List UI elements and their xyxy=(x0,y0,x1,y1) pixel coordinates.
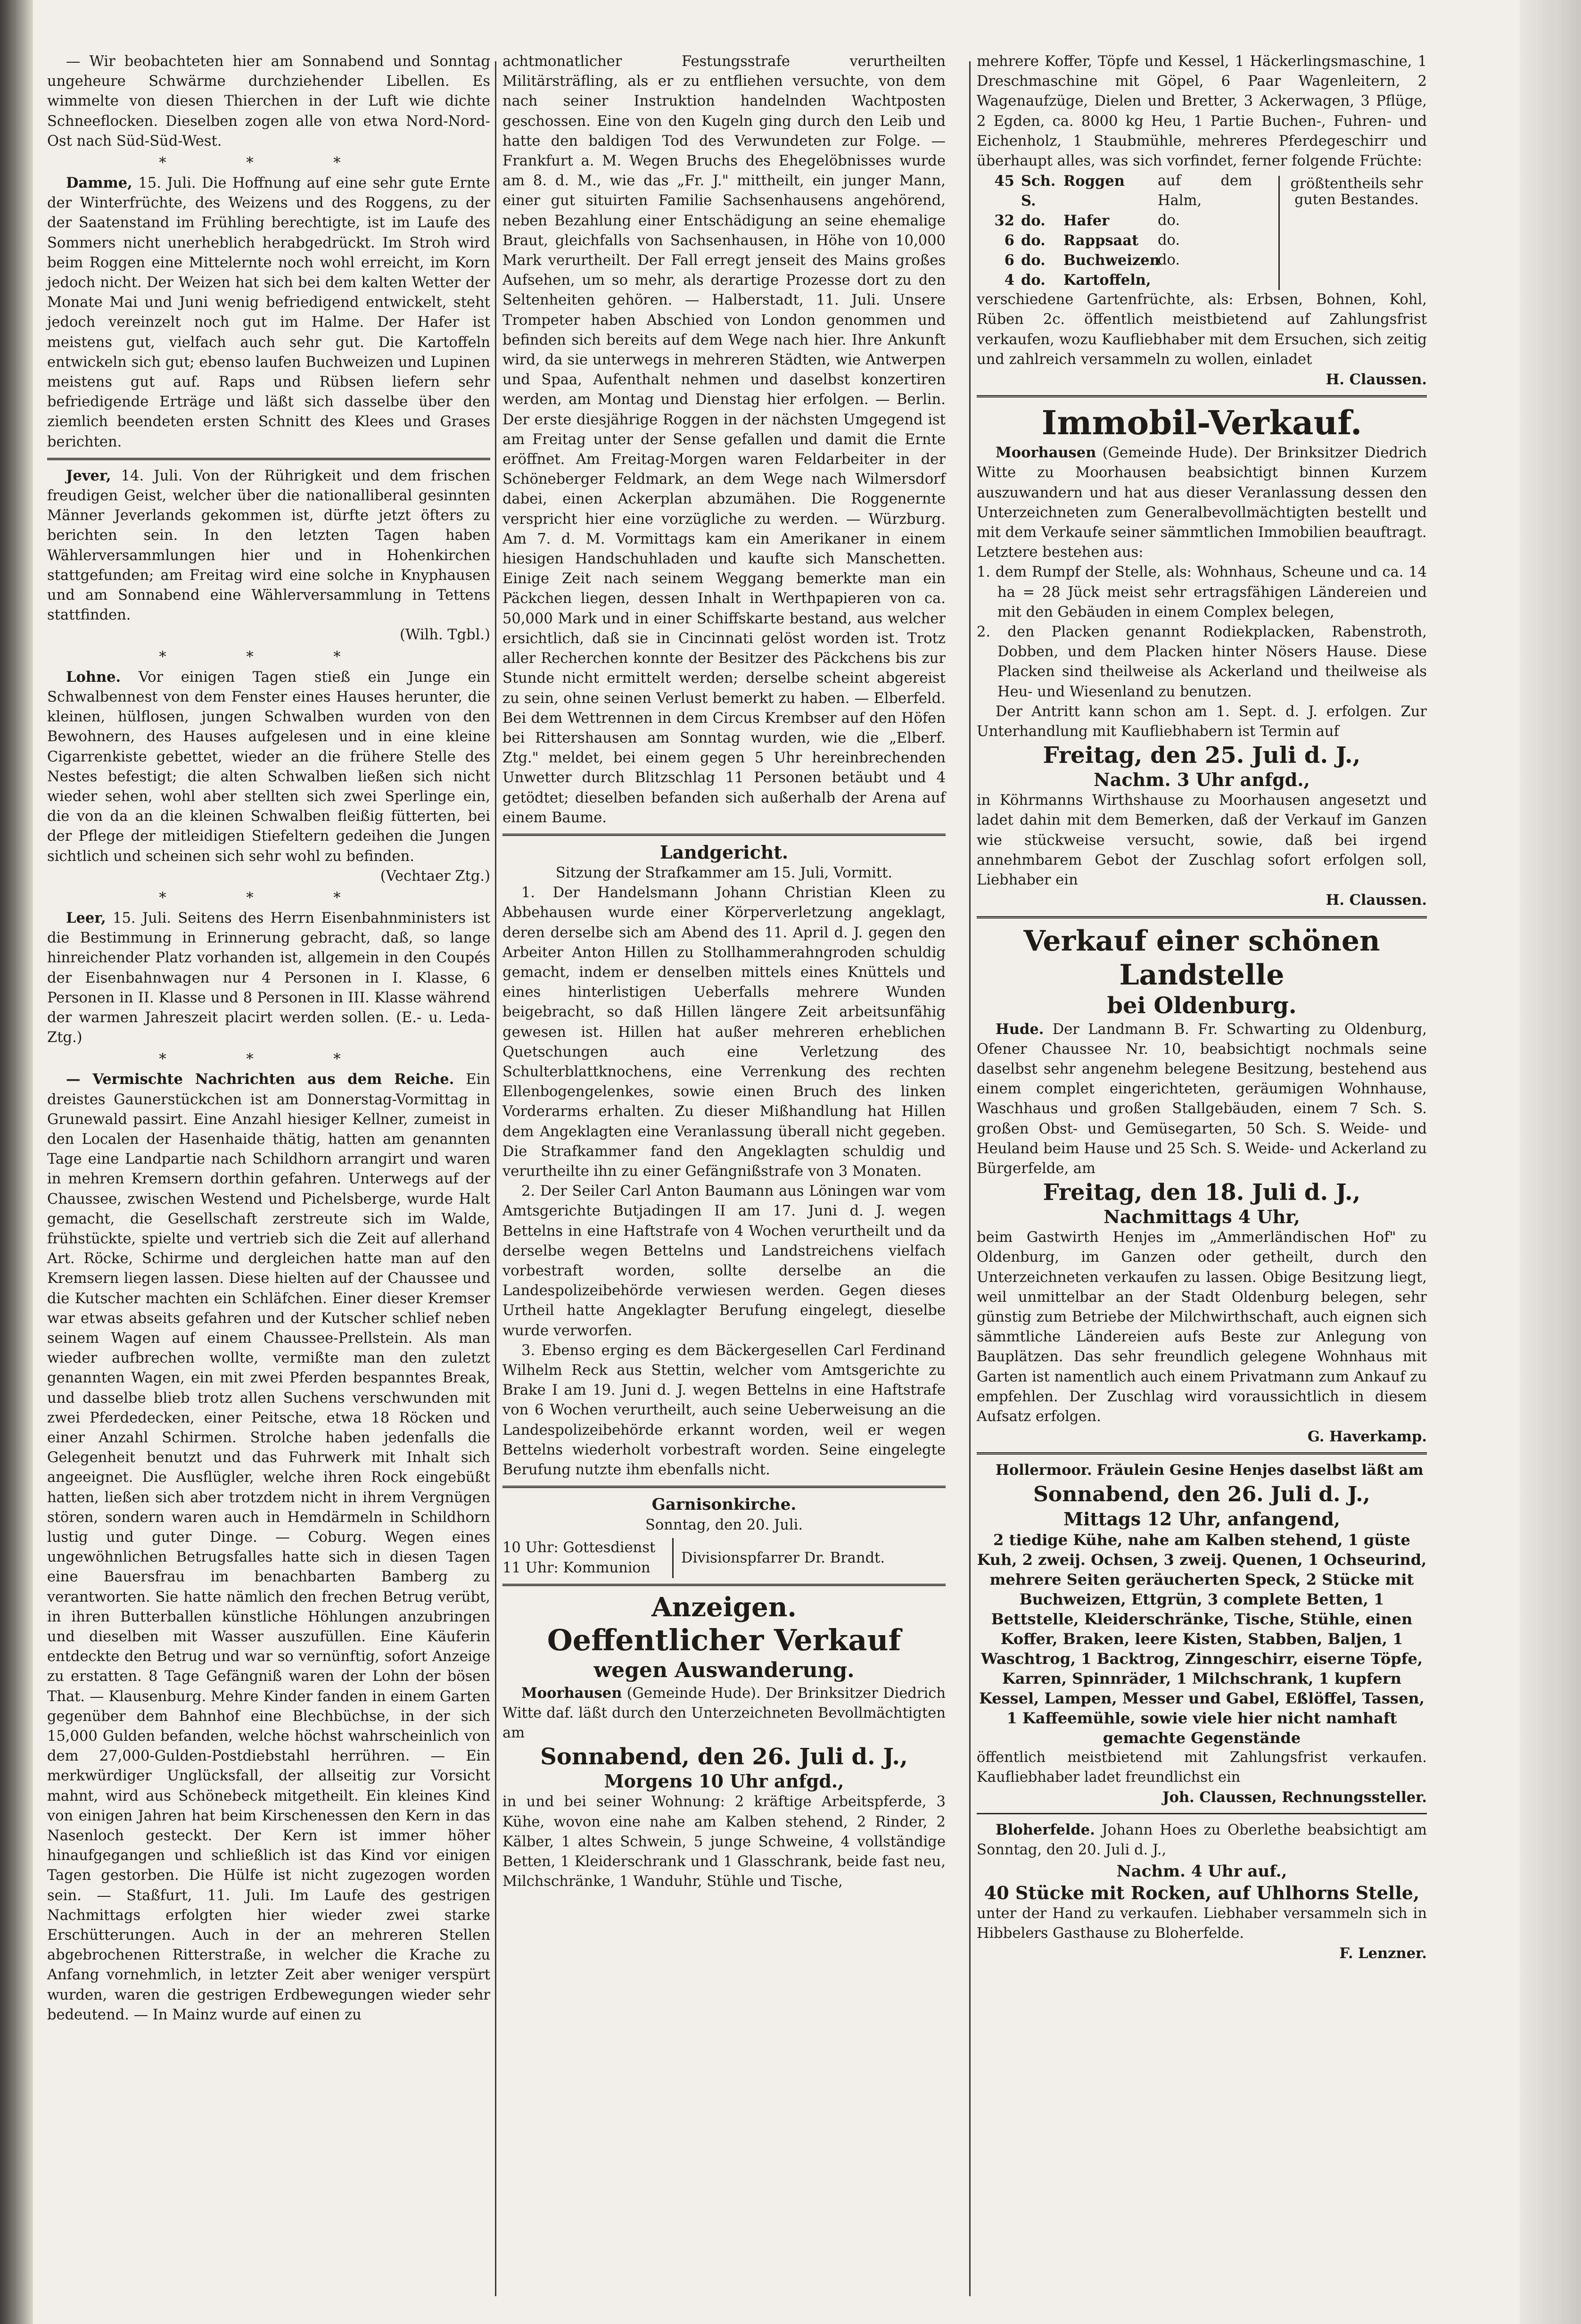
hollermoor-items: 2 tiedige Kühe, nahe am Kalben stehend, 1 güste Kuh, 2 zweij. Ochsen, 3 zweij. Quenen, 1 Ochseurind, mehrere Seiten geräucherten Speck, 2 Stücke mit Buchweizen, Ettgrün, 3 complete Betten, 1 Bettstelle, Kleiderschränke, Tische, Stühle, einen Koffer, Braken, leere Kisten, Stabben, Baljen, 1 Waschtrog, 1 Backtrog, Zinngeschirr, eiserne Töpfe, Karren, Spinnräder, 1 Milchschrank, 1 kupfern Kessel, Lampen, Messer und Gabel, Eßlöffel, Tassen, 1 Kaffeemühle, sowie viele hier nicht namhaft gemachte Gegenstände xyxy=(977,1530,1427,1747)
landgericht-case-2: 2. Der Seiler Carl Anton Baumann aus Löningen war vom Amtsgerichte Butjadingen II am 17. Juni d. J. wegen Bettelns in eine Haftstrafe von 4 Wochen verurtheilt und da derselbe wegen Bettelns und Landstreichens vielfach vorbestraft worden, sollte derselbe an die Landespolizeibehörde verwiesen werden. Gegen dieses Urtheil hatte Angeklagter Berufung eingelegt, dieselbe wurde verworfen. xyxy=(502,1183,946,1339)
bloherfelde-time: Nachm. 4 Uhr auf., xyxy=(1116,1861,1287,1881)
article-lohne: Lohne. Vor einigen Tagen stieß ein Junge ein Schwalbennest von dem Fenster eines Hauses herunter, die kleinen, hülflosen, jungen Schwalben wurden von den Bewohnern, des Hauses aufgelesen und in eine kleine Cigarrenkiste gebettet, wieder an die frühere Stelle des Nestes befestigt; die alten Schwalben ließen sich nicht wieder sehen, wohl aber stellten sich zwei Sperlinge ein, die von da an die kleinen Schwalben fleißig fütterten, bei der Pflege der mitleidigen Stiefeltern gedeihen die Jungen sichtlich und scheinen sich sehr wohl zu befinden. xyxy=(47,668,490,865)
ad-time: Morgens 10 Uhr anfgd., xyxy=(604,1770,844,1792)
column-2 xyxy=(502,52,946,1892)
signature: G. Haverkamp. xyxy=(1307,1428,1427,1446)
fruit-row: 6 do. Buchweizen do. xyxy=(1004,252,1180,269)
fruit-list xyxy=(977,171,1427,290)
hollermoor-date: Sonnabend, den 26. Juli d. J., xyxy=(1033,1482,1370,1506)
landgericht-case-1: 1. Der Handelsmann Johann Christian Kleen zu Abbehausen wurde einer Körperverletzung angeklagt, deren derselbe sich am Abend des 11. April d. J. gegen den Arbeiter Anton Hillen zu Stollhammerahngroden schuldig gemacht, indem er denselben mittels eines Knüttels und eines hinterlistigen Ueberfalls mehrere Wunden beigebracht, so daß Hillen längere Zeit arbeitsunfähig gewesen ist. Hillen hat außer mehreren erheblichen Quetschungen auch eine Verletzung des Schulterblattknochens, eine Verrenkung des rechten Ellenbogengelenkes, sowie einen Bruch des linken Vorderarms erhalten. Zu dieser Mißhandlung hat Hillen dem Angeklagten eine Veranlassung überall nicht gegeben. Die Strafkammer fand den Angeklagten schuldig und verurtheilte ihn zu einer Gefängnißstrafe von 3 Monaten. xyxy=(502,885,946,1180)
landgericht-subtitle: Sitzung der Strafkammer am 15. Juli, Vormitt. xyxy=(555,864,893,881)
fruit-row: 45 Sch. S. Roggen auf dem Halm, xyxy=(994,173,1252,210)
service-line: 10 Uhr: Gottesdienst xyxy=(502,1539,656,1556)
section-rule xyxy=(977,1813,1427,1814)
article-jever: Jever, 14. Juli. Von der Rührigkeit und dem frischen freudigen Geist, welcher über die nationalliberal gesinnten Männer Jeverlands gekommen ist, dürfte jetzt öfters zu berichten sein. In den letzten Tagen haben Wählerversammlungen hier und in Hohenkirchen stattgefunden; am Freitag wird eine solche in Knyphausen und am Sonnabend eine Wählerversammlung in Tettens stattfinden. xyxy=(47,467,490,624)
article-vermischte: — Vermischte Nachrichten aus dem Reiche. Ein dreistes Gaunerstückchen ist am Donnerstag-Vormittag in Grunewald passirt. Eine Anzahl hiesiger Kellner, zumeist in den Localen der Hasenhaide thätig, hatten am genannten Tage eine Landpartie nach Schildhorn arrangirt und waren in mehren Kremsern dorthin gefahren. Unterwegs auf der Chaussee, zwischen Westend und Pichelsberge, wurde Halt gemacht, die Gesellschaft zerstreute sich im Walde, frühstückte, spielte und vertrieb sich die Zeit auf allerhand Art. Röcke, Schirme und dergleichen hatte man auf den Kremsern liegen lassen. Diese hielten auf der Chaussee und die Kutscher machten ein Schläfchen. Einer dieser Kremser war etwas abseits gefahren und der Kutscher schlief neben seinem Wagen auf einem Chaussee-Prellstein. Als man wieder aufbrechen wollte, vermißte man den zuletzt genannten Wagen, ein mit zwei Pferden bespanntes Break, und dasselbe blieb trotz allen Suchens verschwunden mit zwei Pferdedecken, einer Peitsche, etwa 18 Röcken und einer Anzahl Schirmen. Strolche haben jedenfalls die Gelegenheit benutzt und das Fuhrwerk mit Inhalt sich angeeignet. Die Ausflügler, welche ihren Rock eingebüßt hatten, ließen sich aber trotzdem nicht in ihrem Vergnügen stören, sondern waren auch in Hemdärmeln in Schildhorn lustig und guter Dinge. — Coburg. Wegen eines ungewöhnlichen Betrugsfalles hatte sich in diesen Tagen eine Bauersfrau im benachbarten Bamberg zu verantworten. Sie hatte nämlich den frechen Betrug verübt, in ihren Butterballen künstliche Höhlungen anzubringen und dieselben mit Wasser auszufüllen. Eine Käuferin entdeckte den Betrug und war so vernünftig, sofort Anzeige zu erstatten. 8 Tage Gefängniß waren der Lohn der bösen That. — Klausenburg. Mehre Kinder fanden in einem Garten gegenüber dem Bahnhof eine Blechbüchse, in der sich 15,000 Gulden befanden, welche höchst wahrscheinlich von dem 27,000-Gulden-Postdiebstahl herrühren. — Ein merkwürdiger Unglücksfall, der allseitig zur Vorsicht mahnt, wird aus Schönebeck mitgetheilt. Ein kleines Kind von einigen Jahren hat beim Kirschenessen den Kern in das Nasenloch gesteckt. Der Kern ist immer höher hinaufgegangen und schließlich ist das Kind vor einigen Tagen gestorben. Die Hülfe ist nicht zugezogen worden sein. — Staßfurt, 11. Juli. Im Laufe des gestrigen Nachmittags erfolgten hier wieder zwei starke Erschütterungen. Auch in der an mehreren Stellen abgebrochenen Ritterstraße, in welcher die Krache zu Anfang vornehmlich, in letzter Zeit aber weniger verspürt wurden, waren die gestrigen Erdbewegungen wieder sehr bedeutend. — In Mainz wurde auf einen zu xyxy=(47,1071,490,2023)
hollermoor-intro: Hollermoor. Fräulein Gesine Henjes daselbst läßt am xyxy=(996,1462,1424,1479)
article-libellen: — Wir beobachteten hier am Sonnabend und Sonntag ungeheure Schwärme durchziehender Libellen. Es wimmelte von diesen Thierchen in der Luft wie dichte Schneeflocken. Dieselben zogen alle von etwa Nord-Nord-Ost nach Süd-Süd-West. xyxy=(47,53,490,149)
column-divider xyxy=(969,61,971,2296)
section-rule xyxy=(977,1452,1427,1455)
ad-body: in und bei seiner Wohnung: 2 kräftige Arbeitspferde, 3 Kühe, wovon eine nahe am Kalben stehend, 2 Rinder, 2 Kälber, 1 altes Schwein, 5 junge Schweine, 4 vollständige Betten, 1 Kleiderschrank und 1 Glasschrank, beide fast neu, Milchschränke, 1 Wanduhr, Stühle und Tische, xyxy=(502,1794,946,1890)
source-note: (Wilh. Tgbl.) xyxy=(400,627,490,644)
column-1 xyxy=(47,52,490,2025)
article-damme: Damme, 15. Juli. Die Hoffnung auf eine sehr gute Ernte der Winterfrüchte, des Weizens und des Roggens, zu der der Saatenstand im Frühling berechtigte, ist im Laufe des Sommers nicht unerheblich herabgedrückt. Im Stroh wird beim Roggen eine Mittelernte noch wohl erreicht, im Korn jedoch nicht. Der Weizen hat sich bei dem kalten Wetter der Monate Mai und Juni wenig befriedigend entwickelt, steht jedoch vereinzelt noch gut im Halme. Der Hafer ist meistens gut, vielfach auch sehr gut. Die Kartoffeln entwickeln sich gut; ebenso laufen Buchweizen und Lupinen meistens gut auf. Raps und Rübsen liefern sehr befriedigende Erträge und läßt sich dasselbe über den ziemlich beendeten ersten Schnitt des Klees und Grases berichten. xyxy=(47,174,490,450)
page-binding xyxy=(0,0,33,2324)
fruit-row: 4 do. Kartoffeln, xyxy=(1004,272,1151,289)
column-3 xyxy=(977,52,1427,1963)
section-stars: * * * xyxy=(159,155,379,172)
list-item: 1. dem Rumpf der Stelle, als: Wohnhaus, Scheune und ca. 14 ha = 28 Jück meist sehr ertragsfähigen Ländereien und mit den Gebäuden in einem Complex belegen, xyxy=(977,564,1427,620)
section-rule xyxy=(977,395,1427,397)
bloherfelde-body: unter der Hand zu verkaufen. Liebhaber versammeln sich in Hibbelers Gasthause zu Bloherfelde. xyxy=(977,1905,1427,1942)
garnison-preacher: Divisionspfarrer Dr. Brandt. xyxy=(681,1549,885,1566)
verkauf-body: beim Gastwirth Henjes im „Ammerländischen Hof" zu Oldenburg, im Ganzen oder getheilt, durch den Unterzeichneten verkaufen zu lassen. Obige Besitzung liegt, weil unmittelbar an der Stadt Oldenburg belegen, sehr günstig zum Betriebe der Milchwirthschaft, auch eignen sich sämmtliche Ländereien aufs Beste zur Anlegung von Bauplätzen. Das sehr freundlich gelegene Wohnhaus mit Garten ist namentlich auch einem Privatmann zum Ankauf zu empfehlen. Der Zuschlag wird voraussichtlich in diesem Aufsatz erfolgen. xyxy=(977,1229,1427,1425)
landgericht-title: Landgericht. xyxy=(659,841,789,863)
immobil-title: Immobil-Verkauf. xyxy=(1041,403,1362,443)
verkauf-subtitle: bei Oldenburg. xyxy=(1107,992,1297,1019)
garnison-date: Sonntag, den 20. Juli. xyxy=(645,1517,803,1534)
fruit-row: 6 do. Rappsaat do. xyxy=(1004,232,1180,249)
fruit-row: 32 do. Hafer do. xyxy=(994,212,1180,230)
section-rule xyxy=(47,458,490,460)
article-festungsstrafe: achtmonatlicher Festungsstrafe verurtheilten Militärsträfling, als er zu entfliehen versuchte, von dem nach seiner Instruktion handelnden Wachtposten geschossen. Eine von den Kugeln ging durch den Leib und hatte den baldigen Tod des Verwundeten zur Folge. — Frankfurt a. M. Wegen Bruchs des Ehegelöbnisses wurde am 8. d. M., wie das „Fr. J." mittheilt, ein junger Mann, einer gut situirten Familie Sachsenhausens angehörend, neben Bezahlung einer Entschädigung an seine ehemalige Braut, gleichfalls von Sachsenhausen, in Höhe von 10,000 Mark verurtheilt. Der Fall erregt jenseit des Mains großes Aufsehen, um so mehr, als derartige Prozesse dort zu den Seltenheiten gehören. — Halberstadt, 11. Juli. Unsere Trompeter haben Abschied von London genommen und befinden sich bereits auf dem Wege nach hier. Ihre Ankunft wird, da sie unterwegs in mehreren Städten, wie Antwerpen und Spaa, Aufenthalt nehmen und daselbst konzertiren werden, am Montag und Dienstag hier erfolgen. — Berlin. Der erste diesjährige Roggen in der nächsten Umgegend ist am Freitag unter der Sense gefallen und damit die Ernte eröffnet. Am Freitag-Morgen waren Feldarbeiter in der Schöneberger Feldmark, an dem Wege nach Wilmersdorf dabei, einen Ackerplan abzumähen. Die Roggenernte verspricht hier eine vorzügliche zu werden. — Würzburg. Am 7. d. M. Vormittags kam ein Amerikaner in einem hiesigen Handschuhladen und kaufte sich Manschetten. Einige Zeit nach seinem Weggang bemerkte man ein Päckchen liegen, dessen Inhalt in Werthpapieren von ca. 50,000 Mark und in einer Schiffskarte bestand, aus welcher ersichtlich, daß sie in Cincinnati gelöst worden ist. Trotz aller Recherchen konnte der Besitzer des Päckchens bis zur Stunde nicht ermittelt werden; derselbe scheint abgereist zu sein, ohne seinen Verlust bemerkt zu haben. — Elberfeld. Bei dem Wettrennen in dem Circus Krembser auf den Höfen bei Rittershausen am Sonntag wurden, wie die „Elberf. Ztg." meldet, bei einem gegen 5 Uhr hereinbrechenden Unwetter durch Blitzschlag 11 Personen betäubt und 4 getödtet; dieselben befanden sich außerhalb der Arena auf einem Baume. xyxy=(502,53,946,826)
immobil-intro: Moorhausen (Gemeinde Hude). Der Brinksitzer Diedrich Witte zu Moorhausen beabsichtigt binnen Kurzem auszuwandern und hat aus dieser Veranlassung dessen den Unterzeichneten zum Generalbevollmächtigten bestellt und mit dem Verkaufe seiner sämmtlichen Immobilien beauftragt. xyxy=(977,444,1427,541)
immobil-date: Freitag, den 25. Juli d. J., xyxy=(1043,742,1361,769)
hollermoor-body: öffentlich meistbietend mit Zahlungsfrist verkaufen. Kaufliebhaber ladet freundlichst ein xyxy=(977,1749,1427,1786)
signature: H. Claussen. xyxy=(1326,892,1427,909)
section-rule xyxy=(977,916,1427,918)
section-stars: * * * xyxy=(159,648,379,665)
section-stars: * * * xyxy=(159,1051,379,1068)
page-edge xyxy=(1520,0,1581,2324)
ad-date: Sonnabend, den 26. Juli d. J., xyxy=(540,1744,908,1770)
hollermoor-time: Mittags 12 Uhr, anfangend, xyxy=(1063,1508,1341,1530)
verkauf-intro: Hude. Der Landmann B. Fr. Schwarting zu Oldenburg, Ofener Chaussee Nr. 10, beabsichtigt nochmals seine daselbst sehr angenehm belegene Besitzung, bestehend aus einem complet eingerichteten, geräumigen Wohnhause, Waschhaus und großen Stallgebäuden, einem 7 Sch. S. großen Obst- und Gemüsegarten, 50 Sch. S. Weide- und Heuland beim Hause und 25 Sch. S. Weide- und Ackerland zu Bürgerfelde, am xyxy=(977,1020,1427,1177)
bloherfelde-intro: Bloherfelde. Johann Hoes zu Oberlethe beabsichtigt am Sonntag, den 20. Juli d. J., xyxy=(977,1821,1427,1859)
immobil-list xyxy=(977,562,1427,702)
service-line: 11 Uhr: Kommunion xyxy=(502,1559,651,1576)
section-rule xyxy=(502,1584,946,1586)
list-item: 2. den Placken genannt Rodiekplacken, Rabenstroth, Dobben, und dem Placken hinter Nösers Hause. Diese Placken sind theilweise als Ackerland und theilweise als Heu- und Wiesenland zu benutzen. xyxy=(977,624,1427,700)
verkauf-date: Freitag, den 18. Juli d. J., xyxy=(1043,1179,1361,1206)
bloherfelde-items: 40 Stücke mit Rocken, auf Uhlhorns Stelle, xyxy=(984,1882,1420,1903)
garnison-services xyxy=(502,1538,946,1578)
immobil-body: in Köhrmanns Wirthshause zu Moorhausen angesetzt und ladet dahin mit dem Bemerken, daß der Verkauf im Ganzen wie stückweise versucht, sowie, daß bei irgend annehmbarem Gebot der Zuschlag sofort erfolgen soll, Liebhaber ein xyxy=(977,792,1427,889)
immobil-text: Der Antritt kann schon am 1. Sept. d. J. erfolgen. Zur Unterhandlung mit Kaufliebhabern ist Termin auf xyxy=(977,703,1427,740)
ad-intro: Moorhausen (Gemeinde Hude). Der Brinksitzer Diedrich Witte daf. läßt durch den Unterzeichneten Bevollmächtigten am xyxy=(502,1684,946,1742)
ad-title: Oeffentlicher Verkauf xyxy=(547,1622,901,1657)
column-divider xyxy=(495,61,496,2296)
ad-subtitle: wegen Auswanderung. xyxy=(593,1658,855,1682)
section-stars: * * * xyxy=(159,889,379,906)
anzeigen-title: Anzeigen. xyxy=(651,1591,797,1623)
garnison-title: Garnisonkirche. xyxy=(651,1495,797,1514)
signature: H. Claussen. xyxy=(1326,371,1427,389)
fruit-note: größtentheils sehr guten Bestandes. xyxy=(1278,176,1427,290)
ad-continuation: mehrere Koffer, Töpfe und Kessel, 1 Häckerlingsmaschine, 1 Dreschmaschine mit Göpel, 6 Paar Wagenleitern, 2 Wagenaufzüge, Dielen und Bretter, 3 Ackerwagen, 3 Pflüge, 2 Egden, ca. 8000 kg Heu, 1 Partie Buchen-, Fuhren- und Eichenholz, 1 Staubmühle, mehreres Pferdegeschirr und überhaupt alles, was sich vorfindet, ferner folgende Früchte: xyxy=(977,53,1427,170)
section-rule xyxy=(502,1486,946,1488)
ad-closing: verschiedene Gartenfrüchte, als: Erbsen, Bohnen, Kohl, Rüben 2c. öffentlich meistbietend auf Zahlungsfrist verkaufen, wozu Kaufliebhaber mit dem Ersuchen, sich zeitig und zahlreich versammeln zu wollen, einladet xyxy=(977,291,1427,368)
verkauf-title: Verkauf einer schönen Landstelle xyxy=(1023,924,1380,992)
immobil-time: Nachm. 3 Uhr anfgd., xyxy=(1094,769,1310,791)
signature: Joh. Claussen, Rechnungssteller. xyxy=(1162,1788,1427,1806)
verkauf-time: Nachmittags 4 Uhr, xyxy=(1103,1206,1300,1228)
source-note: (Vechtaer Ztg.) xyxy=(380,868,490,885)
immobil-list-head: Letztere bestehen aus: xyxy=(977,544,1144,561)
article-leer: Leer, 15. Juli. Seitens des Herrn Eisenbahnministers ist die Bestimmung in Erinnerung gebracht, daß, so lange hinreichender Platz vorhanden ist, allgemein in den Coupés der Eisenbahnwagen nur 4 Personen in I. Klasse, 6 Personen in II. Klasse und 8 Personen in III. Klasse während der warmen Jahreszeit placirt werden sollen. (E.- u. Leda-Ztg.) xyxy=(47,909,491,1046)
signature: F. Lenzner. xyxy=(1339,1944,1427,1962)
landgericht-case-3: 3. Ebenso erging es dem Bäckergesellen Carl Ferdinand Wilhelm Reck aus Stettin, welcher vom Amtsgerichte zu Brake I am 19. Juni d. J. wegen Bettelns in eine Haftstrafe von 6 Wochen verurtheilt, auch seine Ueberweisung an die Landespolizeibehörde erkannt worden, weil er wegen Bettelns wiederholt vorbestraft worden. Seine eingelegte Berufung nutzte ihm ebenfalls nicht. xyxy=(502,1342,946,1479)
section-rule xyxy=(502,834,946,836)
